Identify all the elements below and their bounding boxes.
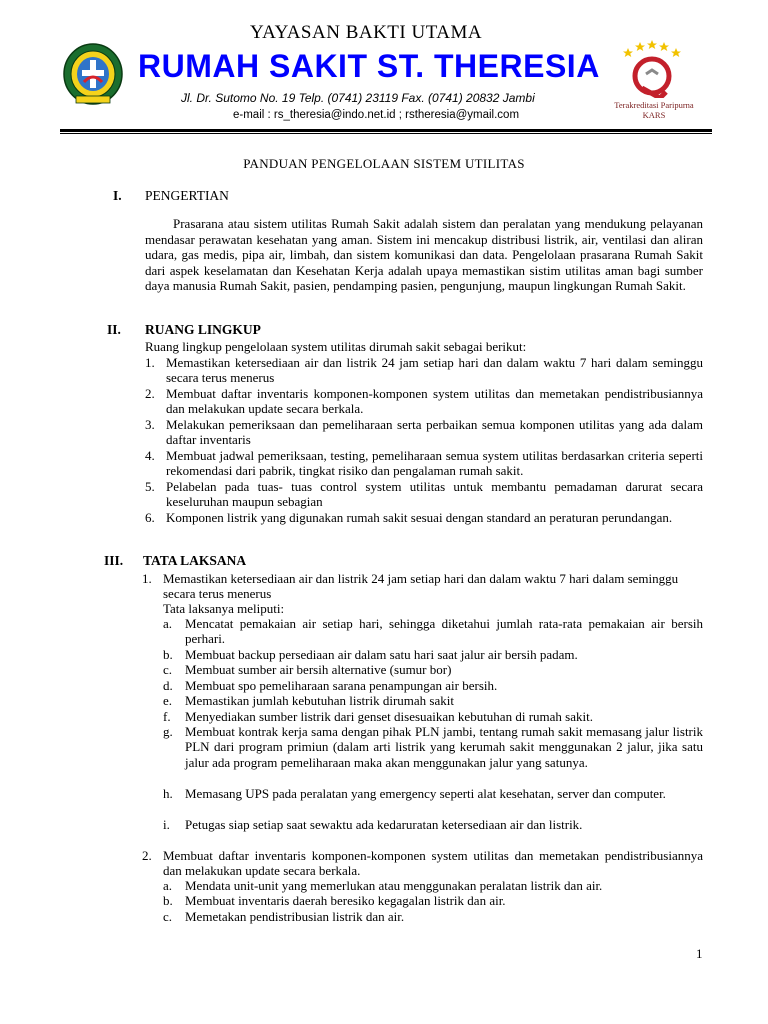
list-item-text: Membuat daftar inventaris komponen-komponen system utilitas dan memetakan pendistribusiannya dan melakukan update secara berkala. <box>166 386 703 417</box>
sub-item-text: Mendata unit-unit yang memerlukan atau menggunakan peralatan listrik dan air. <box>185 878 603 893</box>
list-item-text: Komponen listrik yang digunakan rumah sakit sesuai dengan standard an peraturan perundangan. <box>166 510 673 525</box>
sub-list-item <box>163 678 703 693</box>
list-item <box>142 848 703 879</box>
sub-item-letter: c. <box>163 909 173 924</box>
sub-item-text: Membuat inventaris daerah beresiko kegagalan listrik dan air. <box>185 893 506 908</box>
sub-item-text: Membuat spo pemeliharaan sarana penampungan air bersih. <box>185 678 498 693</box>
scope-intro: Ruang lingkup pengelolaan system utilitas dirumah sakit sebagai berikut: <box>145 339 527 354</box>
header-divider-thin <box>60 133 712 134</box>
sub-list-item <box>163 662 703 677</box>
sub-item-letter: h. <box>163 786 173 801</box>
sub-list-item <box>163 893 703 908</box>
list-item-text: Memastikan ketersediaan air dan listrik 24 jam setiap hari dan dalam waktu 7 hari dalam seminggu secara terus menerus <box>163 571 679 602</box>
sub-list-item <box>163 616 703 647</box>
list-item <box>145 448 703 479</box>
list-item-number: 4. <box>145 448 155 463</box>
list-item <box>145 386 703 417</box>
sub-item-text: Memetakan pendistribusian listrik dan air. <box>185 909 405 924</box>
section-number: I. <box>113 188 122 203</box>
list-item-number: 6. <box>145 510 155 525</box>
sub-item-letter: b. <box>163 647 173 662</box>
list-item-text: Membuat daftar inventaris komponen-komponen system utilitas dan memetakan pendistribusiannya dan melakukan update secara berkala. <box>163 848 703 879</box>
list-item-text: Memastikan ketersediaan air dan listrik 24 jam setiap hari dan dalam waktu 7 hari dalam seminggu secara terus menerus <box>166 355 703 386</box>
sub-item-letter: e. <box>163 693 173 708</box>
hospital-name: RUMAH SAKIT ST. THERESIA <box>138 48 600 84</box>
list-item-number: 2. <box>145 386 155 401</box>
list-item-number: 5. <box>145 479 155 494</box>
list-item <box>145 510 703 525</box>
section-title: PENGERTIAN <box>145 188 229 203</box>
sub-list-item <box>163 817 703 832</box>
sub-intro: Tata laksanya meliputi: <box>163 601 285 616</box>
sub-item-text: Memasang UPS pada peralatan yang emergency seperti alat kesehatan, server dan computer. <box>185 786 666 801</box>
list-item-number: 1. <box>142 571 152 586</box>
list-item <box>145 355 703 386</box>
accreditation-line2: KARS <box>642 110 666 120</box>
sub-item-text: Membuat backup persediaan air dalam satu hari saat jalur air bersih padam. <box>185 647 578 662</box>
hospital-email: e-mail : rs_theresia@indo.net.id ; rstheresia@ymail.com <box>233 109 520 121</box>
list-item <box>145 479 703 510</box>
kars-accreditation-logo-icon <box>612 38 692 98</box>
section-title: RUANG LINGKUP <box>145 322 261 337</box>
sub-item-letter: c. <box>163 662 173 677</box>
sub-item-letter: i. <box>163 817 170 832</box>
sub-list-item <box>163 724 703 770</box>
section-number: III. <box>104 553 124 568</box>
sub-item-letter: a. <box>163 616 173 631</box>
sub-list-item <box>163 709 703 724</box>
sub-item-text: Memastikan jumlah kebutuhan listrik dirumah sakit <box>185 693 454 708</box>
sub-item-text: Menyediakan sumber listrik dari genset disesuaikan kebutuhan di rumah sakit. <box>185 709 593 724</box>
foundation-name: YAYASAN BAKTI UTAMA <box>250 22 483 43</box>
sub-item-letter: a. <box>163 878 173 893</box>
sub-item-letter: d. <box>163 678 173 693</box>
sub-item-text: Mencatat pemakaian air setiap hari, sehingga diketahui jumlah rata-rata pemakaian air bersih perhari. <box>185 616 703 647</box>
sub-item-text: Petugas siap setiap saat sewaktu ada kedaruratan ketersediaan air dan listrik. <box>185 817 583 832</box>
list-item-text: Membuat jadwal pemeriksaan, testing, pemeliharaan semua system utilitas berdasarkan criteria seperti rekomendasi dari pabrik, tingkat risiko dan pengalaman rumah sakit. <box>166 448 703 479</box>
sub-list-item <box>163 693 703 708</box>
list-item-number: 3. <box>145 417 155 432</box>
list-item-number: 1. <box>145 355 155 370</box>
accreditation-line1: Terakreditasi Paripurna <box>614 100 694 110</box>
definition-paragraph: Prasarana atau sistem utilitas Rumah Sakit adalah sistem dan peralatan yang mendukung pelayanan mendasar perawatan kesehatan yang aman. Sistem ini mencakup distribusi listrik, air, ventilasi dan aliran udara, gas medis, pipa air, limbah, dan sistem komunikasi dan data. Pengelolaan prasarana Rumah Sakit dari aspek keselamatan dan Kesehatan Kerja adalah upaya memastikan sistim utilitas aman bagi sumber daya manusia Rumah Sakit, pasien, pendamping pasien, pengunjung, maupun lingkungan Rumah Sakit. <box>145 216 703 294</box>
sub-list-item <box>163 786 703 801</box>
hospital-address: Jl. Dr. Sutomo No. 19 Telp. (0741) 23119 Fax. (0741) 20832 Jambi <box>181 91 535 105</box>
page-number: 1 <box>696 946 703 961</box>
accreditation-caption <box>600 100 708 120</box>
list-item <box>145 417 703 448</box>
section-title: TATA LAKSANA <box>143 553 247 568</box>
sub-list-item <box>163 878 703 893</box>
list-item-text: Pelabelan pada tuas- tuas control system utilitas untuk membantu pemadaman darurat secara keseluruhan maupun sebagian <box>166 479 703 510</box>
sub-item-letter: f. <box>163 709 171 724</box>
sub-list-item <box>163 647 703 662</box>
list-item-text: Melakukan pemeriksaan dan pemeliharaan serta perbaikan semua komponen utilitas yang ada dalam daftar inventaris <box>166 417 703 448</box>
document-title: PANDUAN PENGELOLAAN SISTEM UTILITAS <box>243 156 525 171</box>
sub-item-text: Membuat kontrak kerja sama dengan pihak PLN jambi, tentang rumah sakit memasang jalur listrik PLN dari program primiun (dalam arti listrik yang kerumah sakit menggunakan 2 jalur, jika satu jalur ada program pemeliharaan maka akan menggunakan jalur yang satunya. <box>185 724 703 770</box>
list-item <box>142 571 703 602</box>
sub-list-item <box>163 909 703 924</box>
list-item-number: 2. <box>142 848 152 863</box>
sub-item-letter: g. <box>163 724 173 739</box>
header-divider-thick <box>60 129 712 132</box>
sub-item-letter: b. <box>163 893 173 908</box>
hospital-emblem-icon <box>62 42 124 110</box>
section-number: II. <box>107 322 121 337</box>
sub-item-text: Membuat sumber air bersih alternative (sumur bor) <box>185 662 452 677</box>
